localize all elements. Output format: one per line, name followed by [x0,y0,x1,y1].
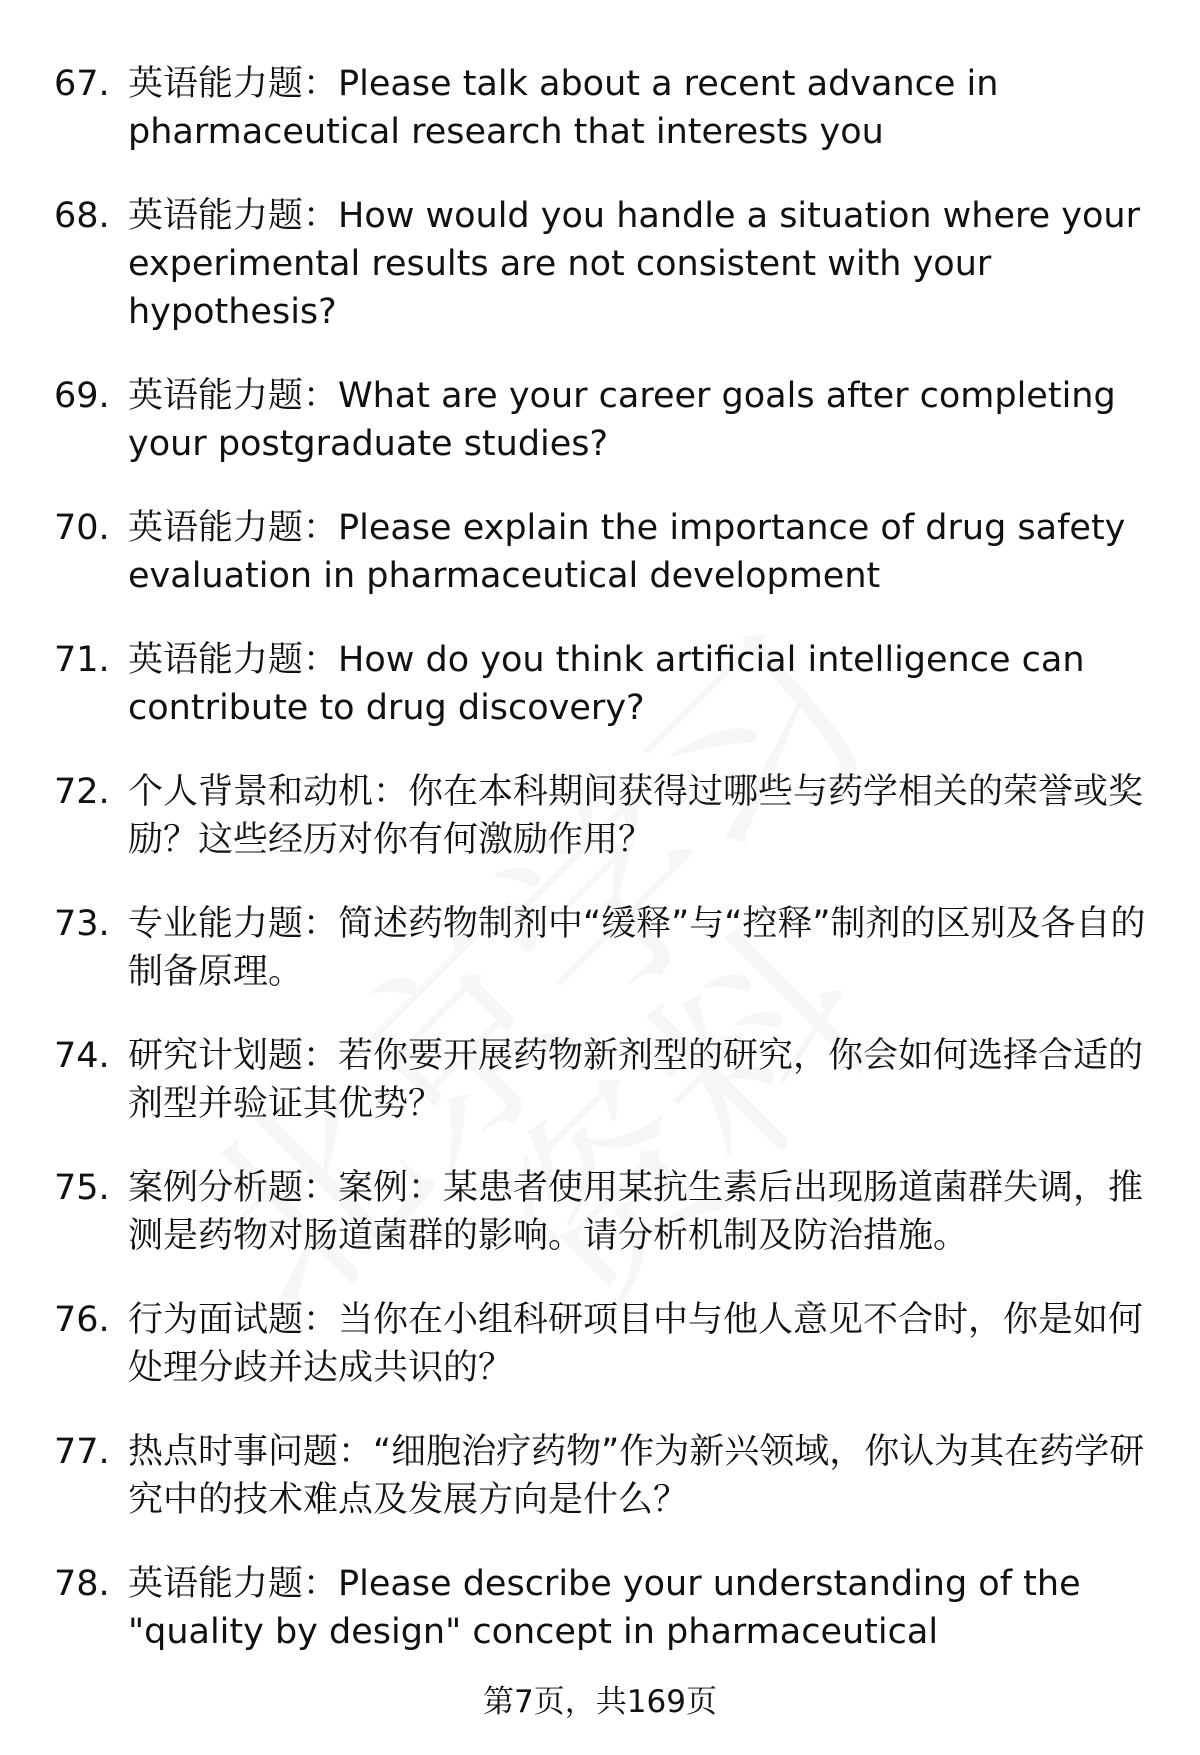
question-number: 72. [54,772,110,812]
question-number: 75. [54,1168,110,1208]
question-text: 行为面试题：当你在小组科研项目中与他人意见不合时，你是如何处理分歧并达成共识的？ [128,1300,1144,1388]
question-item-68 [54,192,1146,336]
question-text: 案例分析题：案例：某患者使用某抗生素后出现肠道菌群失调，推测是药物对肠道菌群的影响。请分析机制及防治措施。 [128,1168,1144,1256]
question-item-74 [54,1032,1146,1128]
question-text: 英语能力题：What are your career goals after completing your postgraduate studies? [128,376,1116,464]
question-item-69 [54,372,1146,468]
question-text: 英语能力题：Please describe your understanding of the "quality by design" concept in pharmaceutical [128,1564,1081,1652]
page-footer: 第7页，共169页 [483,1684,717,1720]
question-item-70 [54,504,1146,600]
question-item-72 [54,768,1146,864]
question-text: 个人背景和动机：你在本科期间获得过哪些与药学相关的荣誉或奖励？这些经历对你有何激励作用？ [128,772,1144,860]
question-text: 英语能力题：How would you handle a situation where your experimental results are not consistent with your hypothesis? [128,196,1140,332]
question-number: 69. [54,376,110,416]
question-number: 77. [54,1432,110,1472]
question-item-73 [54,900,1146,996]
question-number: 74. [54,1036,110,1076]
question-text: 英语能力题：Please explain the importance of drug safety evaluation in pharmaceutical development [128,508,1126,596]
question-item-75 [54,1164,1146,1260]
question-item-77 [54,1428,1146,1524]
question-text: 专业能力题：简述药物制剂中“缓释”与“控释”制剂的区别及各自的制备原理。 [128,904,1146,992]
question-item-67 [54,60,1146,156]
question-item-71 [54,636,1146,732]
question-number: 68. [54,196,110,236]
question-text: 研究计划题：若你要开展药物新剂型的研究，你会如何选择合适的剂型并验证其优势？ [128,1036,1144,1124]
question-text: 英语能力题：Please talk about a recent advance in pharmaceutical research that interests you [128,64,999,152]
question-item-78 [54,1560,1146,1656]
question-text: 热点时事问题：“细胞治疗药物”作为新兴领域，你认为其在药学研究中的技术难点及发展方向是什么？ [128,1432,1145,1520]
question-text: 英语能力题：How do you think artificial intelligence can contribute to drug discovery? [128,640,1085,728]
question-number: 71. [54,640,110,680]
question-number: 78. [54,1564,110,1604]
question-number: 76. [54,1300,110,1340]
question-number: 67. [54,64,110,104]
question-number: 73. [54,904,110,944]
question-number: 70. [54,508,110,548]
question-list [54,60,1146,1692]
question-item-76 [54,1296,1146,1392]
